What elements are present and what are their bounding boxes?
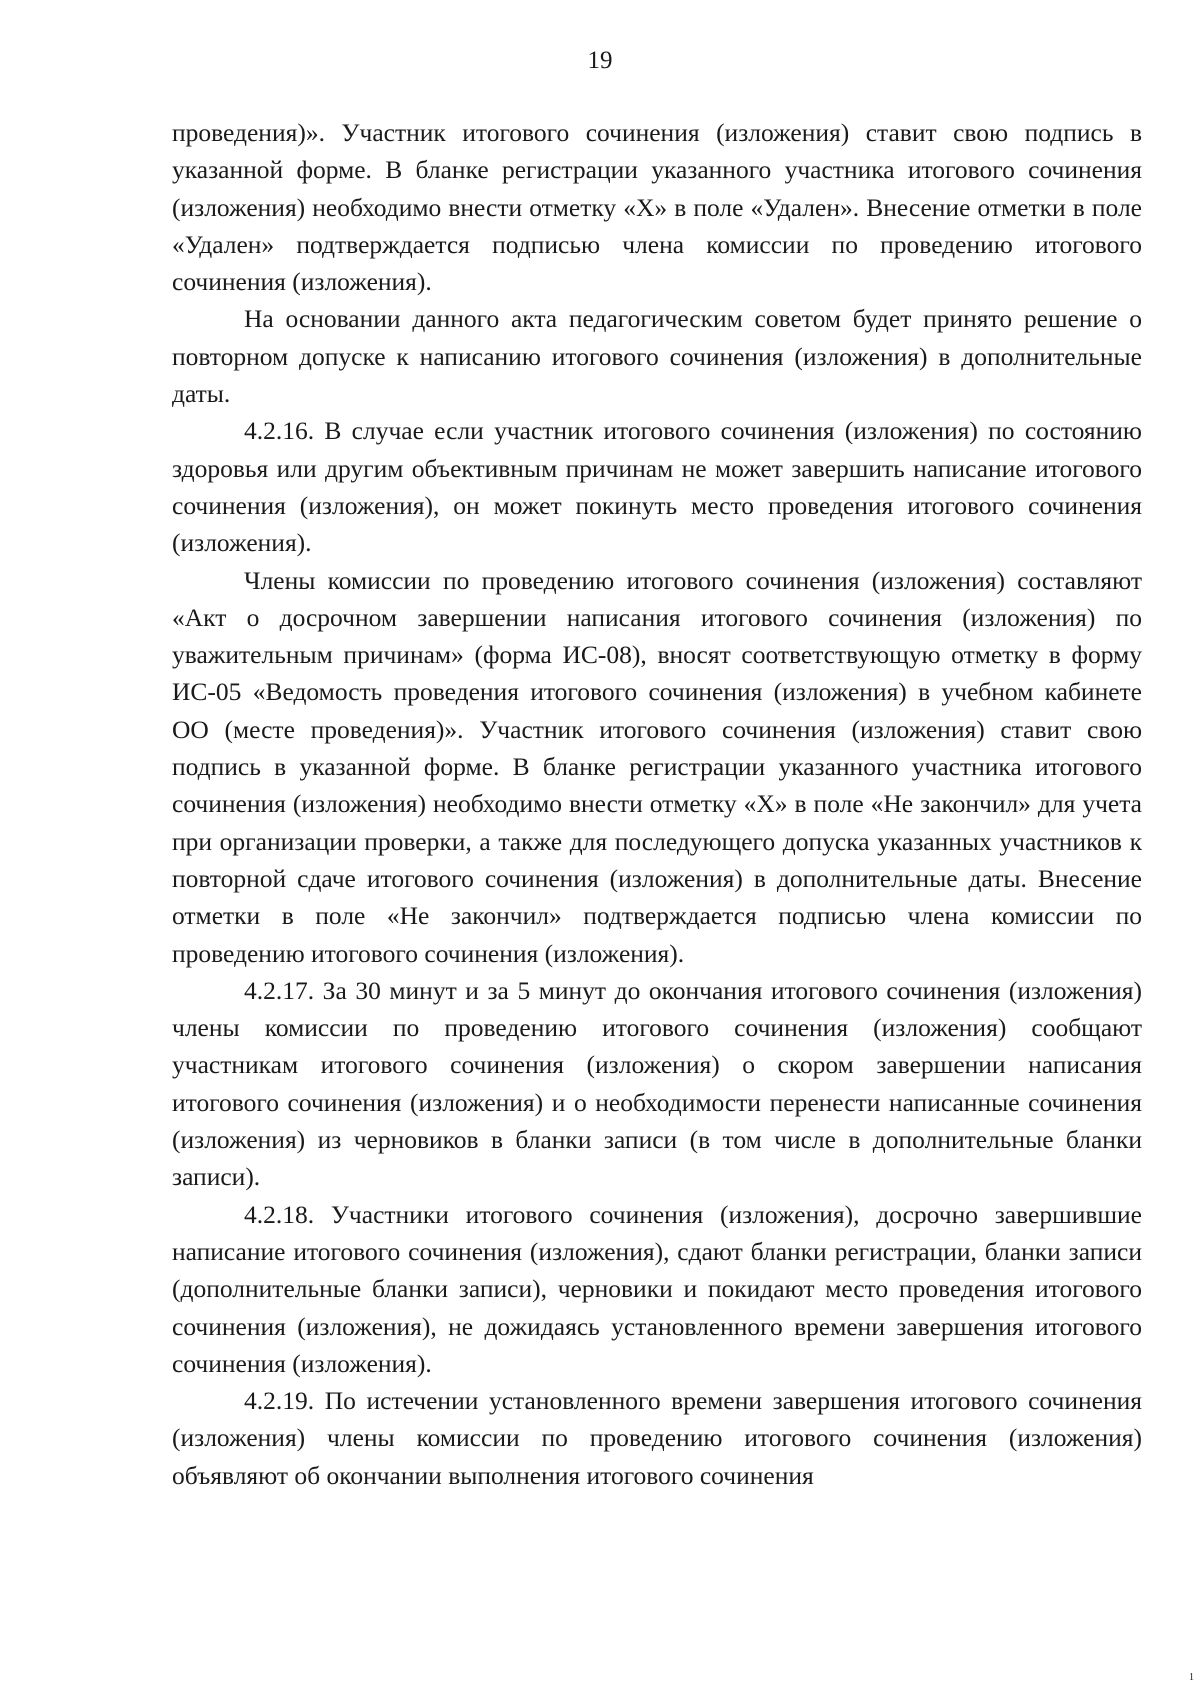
paragraph-4-2-17: 4.2.17. За 30 минут и за 5 минут до окончания итогового сочинения (изложения) члены комиссии по проведению итогового сочинения (изложения) сообщают участникам итогового сочинения (изложения) о скором завершении написания итогового сочинения (изложения) и о необходимости перенести написанные сочинения (изложения) из черновиков в бланки записи (в том числе в дополнительные бланки записи). [172,975,1142,1192]
paragraph-4-2-16: 4.2.16. В случае если участник итогового сочинения (изложения) по состоянию здоровья или другим объективным причинам не может завершить написание итогового сочинения (изложения), он может покинуть место проведения итогового сочинения (изложения). [172,416,1142,558]
document-body [172,114,1142,1494]
page-number: 19 [587,47,613,74]
corner-mark: 1 [1189,1672,1194,1683]
paragraph-4-2-19: 4.2.19. По истечении установленного времени завершения итогового сочинения (изложения) члены комиссии по проведению итогового сочинения (изложения) объявляют об окончании выполнения итогового сочинения [172,1386,1142,1490]
paragraph-commission-act: Члены комиссии по проведению итогового сочинения (изложения) составляют «Акт о досрочном завершении написания итогового сочинения (изложения) по уважительным причинам» (форма ИС-08), вносят соответствующую отметку в форму ИС-05 «Ведомость проведения итогового сочинения (изложения) в учебном кабинете ОО (месте проведения)». Участник итогового сочинения (изложения) ставит свою подпись в указанной форме. В бланке регистрации указанного участника итогового сочинения (изложения) необходимо внести отметку «X» в поле «Не закончил» для учета при организации проверки, а также для последующего допуска указанных участников к повторной сдаче итогового сочинения (изложения) в дополнительные даты. Внесение отметки в поле «Не закончил» подтверждается подписью члена комиссии по проведению итогового сочинения (изложения). [172,565,1142,968]
paragraph-4-2-18: 4.2.18. Участники итогового сочинения (изложения), досрочно завершившие написание итогового сочинения (изложения), сдают бланки регистрации, бланки записи (дополнительные бланки записи), черновики и покидают место проведения итогового сочинения (изложения), не дожидаясь установленного времени завершения итогового сочинения (изложения). [172,1199,1142,1378]
paragraph-pedagogical-council: На основании данного акта педагогическим советом будет принято решение о повторном допуске к написанию итогового сочинения (изложения) в дополнительные даты. [172,304,1142,409]
paragraph-continuation: проведения)». Участник итогового сочинения (изложения) ставит свою подпись в указанной форме. В бланке регистрации указанного участника итогового сочинения (изложения) необходимо внести отметку «X» в поле «Удален». Внесение отметки в поле «Удален» подтверждается подписью члена комиссии по проведению итогового сочинения (изложения). [172,118,1142,297]
